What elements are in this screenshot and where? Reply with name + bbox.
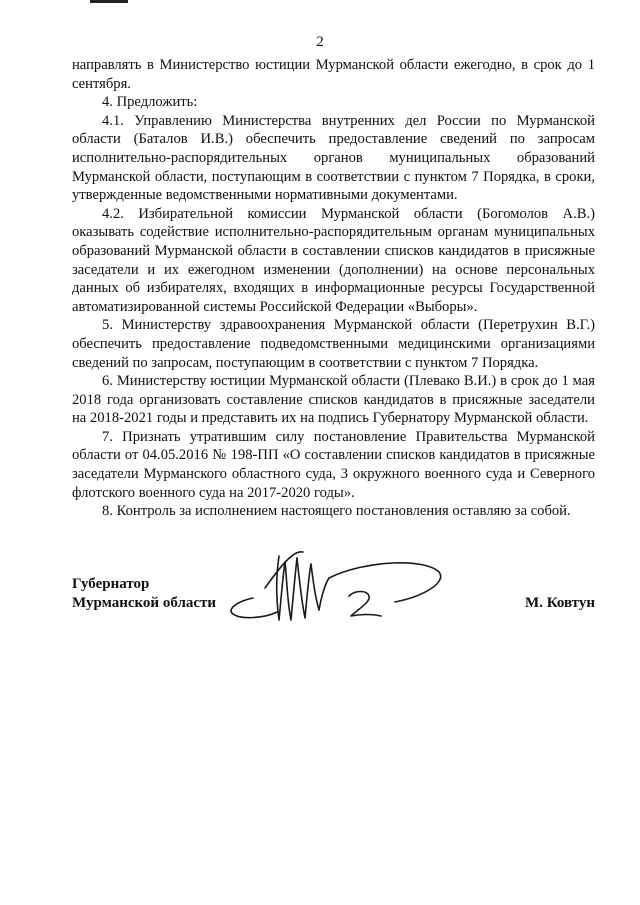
paragraph-item-4-2: 4.2. Избирательной комиссии Мурманской области (Богомолов А.В.) оказывать содействие исполнительно-распорядительным органам муниципальных образований Мурманской области в составлении списков кандидатов в присяжные заседатели и их ежегодном изменении (дополнении) на основе персональных данных об избирателях, входящих в информационные ресурсы Государственной автоматизированной системы Российской Федерации «Выборы». [72, 205, 595, 315]
document-body [72, 56, 595, 521]
handwritten-signature [225, 540, 445, 630]
position-line-2: Мурманской области [72, 595, 217, 611]
paragraph-item-7: 7. Признать утратившим силу постановление Правительства Мурманской области от 04.05.2016 № 198-ПП «О составлении списков кандидатов в присяжные заседатели Мурманского областного суда, 3 окружного военного суда и Северного флотского военного суда на 2017-2020 годы». [72, 428, 595, 501]
paragraph-item-4: 4. Предложить: [102, 94, 198, 111]
paragraph-item-4-1: 4.1. Управлению Министерства внутренних дел России по Мурманской области (Баталов И.В.) обеспечить предоставление сведений по запросам исполнительно-распорядительных органов муниципальных образований Мурманской области, поступающим в соответствии с пунктом 7 Порядка, в сроки, утвержденные ведомственными нормативными документами. [72, 112, 595, 204]
paragraph-item-8: 8. Контроль за исполнением настоящего постановления оставляю за собой. [102, 503, 571, 520]
signatory-name: М. Ковтун [525, 595, 595, 611]
paragraph-continuation: направлять в Министерство юстиции Мурманской области ежегодно, в срок до 1 сентября. [72, 57, 595, 92]
page-number: 2 [316, 34, 324, 50]
position-line-1: Губернатор [72, 576, 150, 592]
signatory-position [72, 575, 216, 613]
paragraph-item-5: 5. Министерству здравоохранения Мурманской области (Перетрухин В.Г.) обеспечить предоставление подведомственными медицинскими организациями сведений по запросам, поступающим в соответствии с пунктом 7 Порядка. [72, 317, 595, 371]
top-edge-mark [90, 0, 128, 3]
paragraph-item-6: 6. Министерству юстиции Мурманской области (Плевако В.И.) в срок до 1 мая 2018 года организовать составление списков кандидатов в присяжные заседатели на 2018-2021 годы и представить их на подпись Губернатору Мурманской области. [72, 373, 595, 427]
